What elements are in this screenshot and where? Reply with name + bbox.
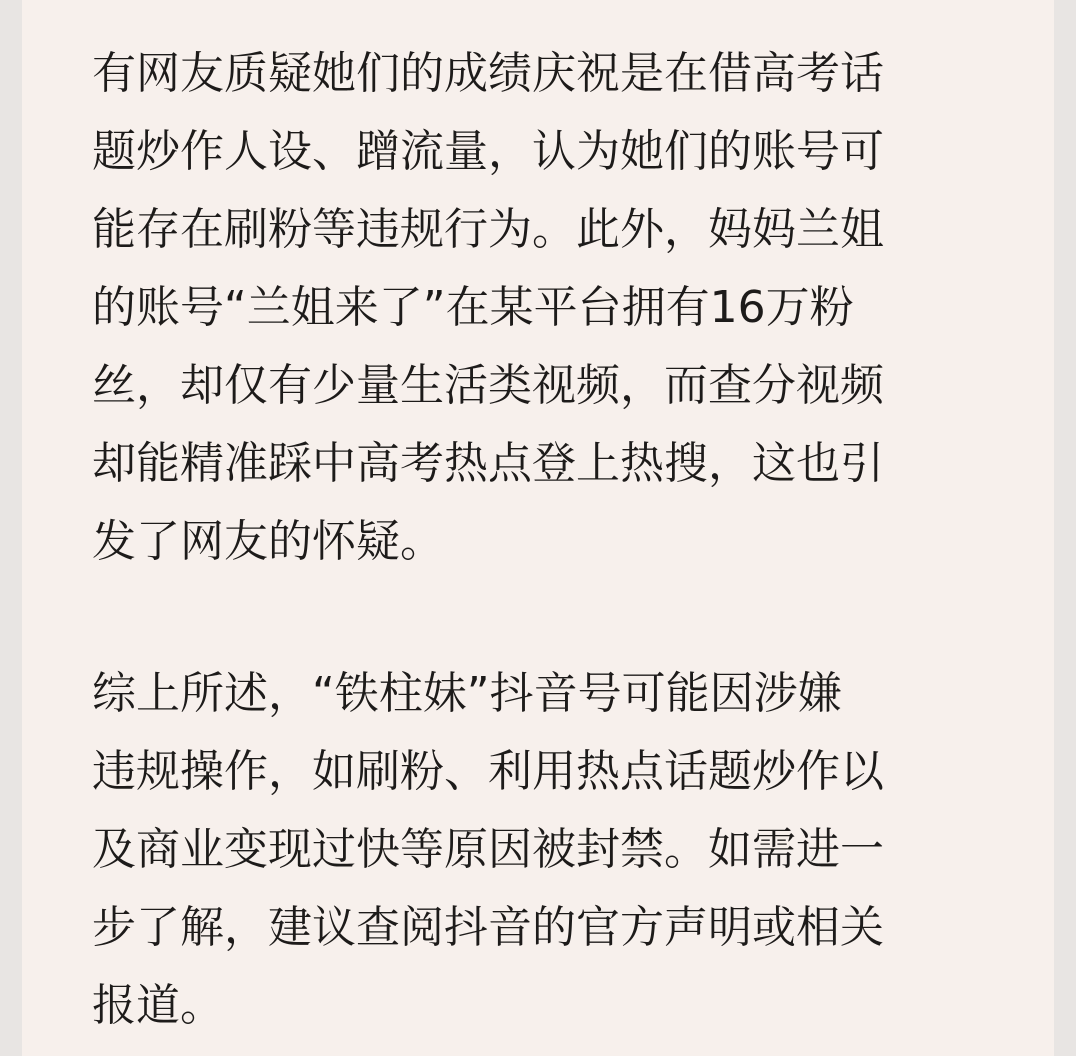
paragraph-2-line-5: 报道。 bbox=[92, 980, 224, 1031]
paragraph-2-line-3: 及商业变现过快等原因被封禁。如需进一 bbox=[92, 824, 884, 875]
paragraph-2 bbox=[92, 655, 1022, 1045]
paragraph-1 bbox=[92, 35, 1022, 581]
paragraph-1-line-6: 却能精准踩中高考热点登上热搜，这也引 bbox=[92, 438, 884, 489]
paragraph-1-line-2: 题炒作人设、蹭流量，认为她们的账号可 bbox=[92, 126, 884, 177]
left-margin bbox=[0, 0, 22, 1056]
paragraph-1-line-7: 发了网友的怀疑。 bbox=[92, 516, 444, 567]
paragraph-1-line-3: 能存在刷粉等违规行为。此外，妈妈兰姐 bbox=[92, 204, 884, 255]
paragraph-2-line-2: 违规操作，如刷粉、利用热点话题炒作以 bbox=[92, 746, 884, 797]
paragraph-1-line-5: 丝，却仅有少量生活类视频，而查分视频 bbox=[92, 360, 884, 411]
text-card bbox=[22, 0, 1054, 1056]
paragraph-2-line-1: 综上所述，“铁柱妹”抖音号可能因涉嫌 bbox=[92, 668, 842, 719]
paragraph-1-line-4: 的账号“兰姐来了”在某平台拥有16万粉 bbox=[92, 282, 854, 333]
paragraph-2-line-4: 步了解，建议查阅抖音的官方声明或相关 bbox=[92, 902, 884, 953]
paragraph-1-line-1: 有网友质疑她们的成绩庆祝是在借高考话 bbox=[92, 48, 884, 99]
right-margin bbox=[1054, 0, 1076, 1056]
